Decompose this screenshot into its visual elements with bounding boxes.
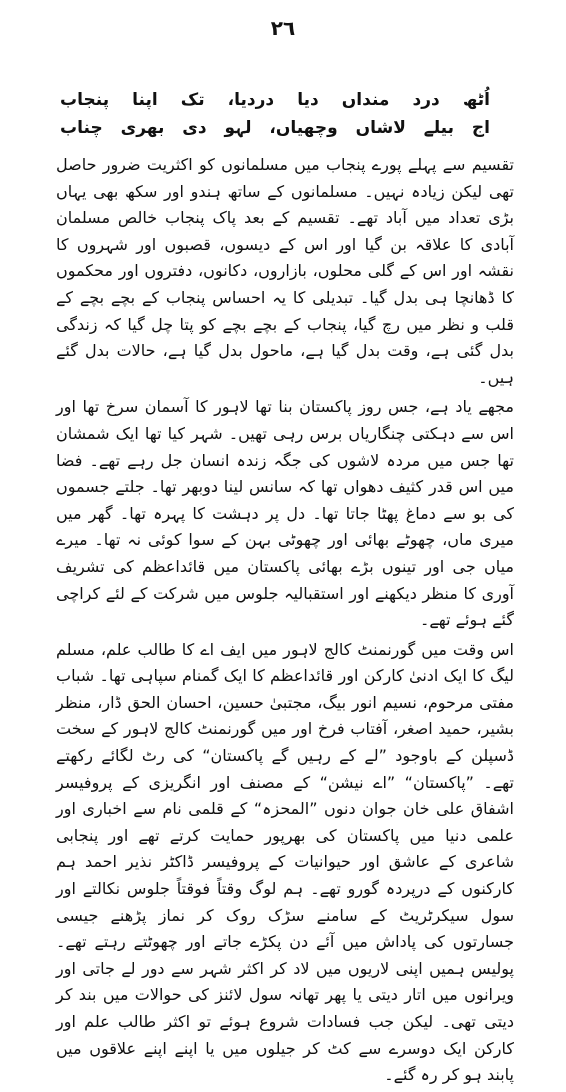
- poem-word: دیا: [297, 90, 319, 110]
- poem-word: بیلے: [423, 118, 455, 138]
- poem-word: اج: [471, 118, 490, 138]
- poem-verse: [60, 114, 490, 142]
- poem-word: چناب: [60, 118, 103, 138]
- page-number: ٢٦: [270, 16, 296, 40]
- paragraph: اس وقت میں گورنمنٹ کالج لاہور میں ایف اے کا طالب علم، مسلم لیگ کا ایک ادنیٰ کارکن اور قائداعظم کا ایک گمنام سپاہی تھا۔ شباب مفتی مرحوم، نسیم انور بیگ، مجتبیٰ حسین، احسان الحق ڈار، منظر بشیر، حمید اصغر، آفتاب فرخ اور میں گورنمنٹ کالج لاہور کے سخت ڈسپلن کے باوجود ”لے کے رہیں گے پاکستان“ کی رٹ لگائے رکھتے تھے۔ ”پاکستان“ ”اے نیشن“ کے مصنف اور انگریزی کے پروفیسر اشفاق علی خان جوان دنوں ”المحزہ“ کے قلمی نام سے اخباری اور علمی دنیا میں پاکستان کی بھرپور حمایت کرتے تھے اور پنجابی شاعری کے عاشق اور حیوانیات کے پروفیسر ڈاکٹر نذیر احمد ہم کارکنوں کے درپردہ گورو تھے۔ ہم لوگ وقتاً فوقتاً جلوس نکالتے اور سول سیکرٹریٹ کے سامنے سڑک روک کر نماز پڑھنے جیسی جسارتوں کی پاداش میں آئے دن پکڑے جاتے اور چھوٹتے رہتے تھے۔ پولیس ہمیں اپنی لاریوں میں لاد کر اکثر شہر سے دور لے جاتی اور ویرانوں میں اتار دیتی یا پھر تھانہ سول لائنز کی حوالات میں بند کر دیتی تھی۔ لیکن جب فسادات شروع ہوئے تو اکثر طالب علم اور کارکن ایک دوسرے سے کٹ کر جیلوں میں یا اپنے اپنے علاقوں میں پابند ہو کر رہ گئے۔: [56, 639, 514, 1085]
- poem-word: دی: [182, 118, 207, 138]
- poem-word: بھری: [120, 118, 165, 138]
- poem-word: وچھیاں،: [269, 118, 338, 138]
- poem-word: درد: [412, 90, 440, 110]
- paragraph: مجھے یاد ہے، جس روز پاکستان بنا تھا لاہور کا آسمان سرخ تھا اور اس سے دہکتی چنگاریاں برس رہی تھیں۔ شہر کیا تھا ایک شمشان تھا جس میں مردہ لاشوں کی جگہ زندہ انسان جل رہے تھے۔ فضا میں اس قدر کثیف دھواں تھا کہ سانس لینا دوبھر تھا۔ جلتے جسموں کی بو سے دماغ پھٹا جاتا تھا۔ دل پر دہشت کا پہرہ تھا۔ گھر میں میری ماں، چھوٹے بھائی اور چھوٹی بہن کے سوا کوئی نہ تھا۔ میرے میاں جی اور تینوں بڑے بھائی پاکستان میں قائداعظم کی تشریف آوری کا منظر دیکھنے اور استقبالیہ جلوس میں شرکت کے لئے کراچی گئے ہوئے تھے۔: [56, 397, 514, 630]
- poem-word: پنجاب: [60, 90, 110, 110]
- poem-word: اُٹھ: [462, 90, 490, 110]
- paragraph: تقسیم سے پہلے پورے پنجاب میں مسلمانوں کو اکثریت ضرور حاصل تھی لیکن زیادہ نہیں۔ مسلمانوں کے ساتھ ہندو اور سکھ بھی یہاں بڑی تعداد میں آباد تھے۔ تقسیم کے بعد پاک پنجاب خالص مسلمان آبادی کا علاقہ بن گیا اور اس کے دیسوں، قصبوں اور شہروں کا نقشہ اور اس کے گلی محلوں، بازاروں، دکانوں، دفتروں اور محکموں کا ڈھانچا ہی بدل گیا۔ تبدیلی کا یہ احساس پنجاب کے بچے بچے کے قلب و نظر میں رچ گیا، پنجاب کے بچے بچے کو پتا چل گیا کہ زندگی بدل گئی ہے، وقت بدل گیا ہے، ماحول بدل گیا ہے، حالات بدل گئے ہیں۔: [56, 155, 514, 387]
- poem: [60, 86, 490, 142]
- poem-word: تک: [180, 90, 205, 110]
- poem-word: دردیا،: [227, 90, 275, 110]
- body-text: [56, 152, 514, 1092]
- poem-word: لہو: [224, 118, 252, 138]
- poem-word: منداں: [341, 90, 390, 110]
- poem-verse: [60, 86, 490, 114]
- poem-word: اپنا: [132, 90, 158, 110]
- poem-word: لاشاں: [355, 118, 406, 138]
